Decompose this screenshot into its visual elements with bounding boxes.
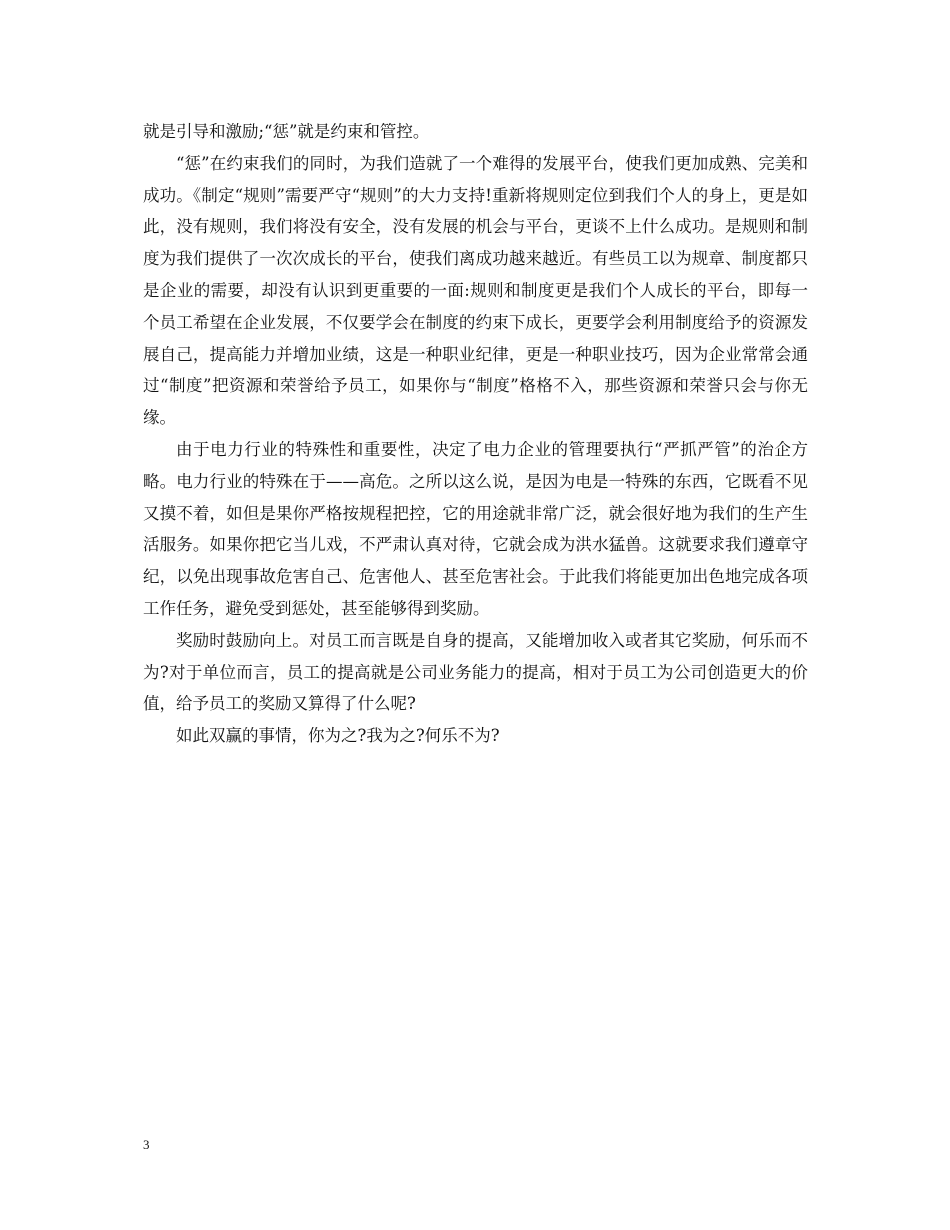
body-text: [143, 116, 808, 752]
paragraph-rewards: 奖励时鼓励向上。对员工而言既是自身的提高，又能增加收入或者其它奖励，何乐而不为?对于单位而言，员工的提高就是公司业务能力的提高，相对于员工为公司创造更大的价值，给予员工的奖励又算得了什么呢?: [143, 630, 808, 714]
paragraph-discipline-platform: “惩”在约束我们的同时，为我们造就了一个难得的发展平台，使我们更加成熟、完美和成功。《制定“规则”需要严守“规则”的大力支持!重新将规则定位到我们个人的身上，更是如此，没有规则，我们将没有安全，没有发展的机会与平台，更谈不上什么成功。是规则和制度为我们提供了一次次成长的平台，使我们离成功越来越近。有些员工以为规章、制度都只是企业的需要，却没有认识到更重要的一面:规则和制度更是我们个人成长的平台，即每一个员工希望在企业发展，不仅要学会在制度的约束下成长，更要学会利用制度给予的资源发展自己，提高能力并增加业绩，这是一种职业纪律，更是一种职业技巧，因为企业常常会通过“制度”把资源和荣誉给予员工，如果你与“制度”格格不入，那些资源和荣誉只会与你无缘。: [143, 153, 808, 428]
paragraph-continuation: 就是引导和激励;“惩”就是约束和管控。: [143, 122, 430, 141]
paragraph-power-industry: 由于电力行业的特殊性和重要性，决定了电力企业的管理要执行“严抓严管”的治企方略。电力行业的特殊在于——高危。之所以这么说，是因为电是一特殊的东西，它既看不见又摸不着，如但是果你严格按规程把控，它的用途就非常广泛，就会很好地为我们的生产生活服务。如果你把它当儿戏，不严肃认真对待，它就会成为洪水猛兽。这就要求我们遵章守纪，以免出现事故危害自己、危害他人、甚至危害社会。于此我们将能更加出色地完成各项工作任务，避免受到惩处，甚至能够得到奖励。: [143, 439, 808, 618]
paragraph-win-win: 如此双赢的事情，你为之?我为之?何乐不为?: [176, 726, 500, 746]
page-number: 3: [143, 1137, 150, 1152]
